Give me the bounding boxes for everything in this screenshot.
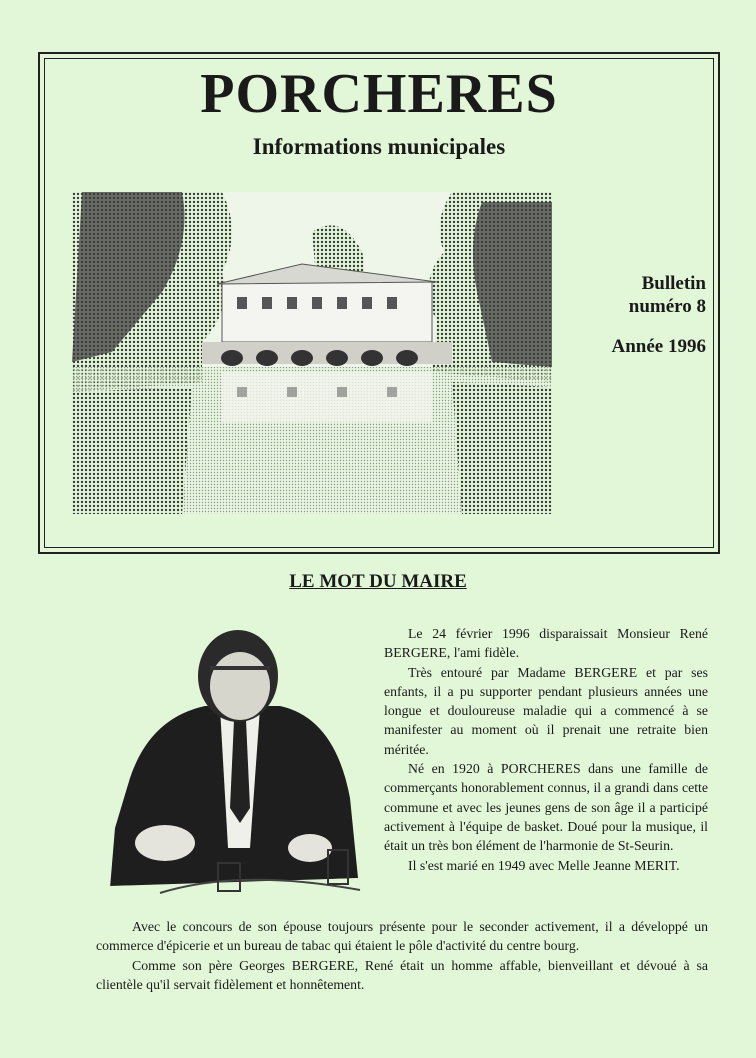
page-subtitle: Informations municipales xyxy=(252,134,506,159)
mayor-portrait xyxy=(110,628,362,912)
article-paragraph: Très entouré par Madame BERGERE et par ses enfants, il a pu supporter pendant plusieurs années une longue et douloureuse maladie qui a commencé à se manifester au moment où il prenait une retraite bien méritée. xyxy=(384,664,708,757)
page-title: PORCHERES xyxy=(200,63,558,125)
article-body-full xyxy=(96,917,708,994)
bulletin-number xyxy=(570,272,706,318)
article-paragraph: Le 24 février 1996 disparaissait Monsieur René BERGERE, l'ami fidèle. xyxy=(384,626,708,661)
bulletin-issue: numéro 8 xyxy=(628,296,706,317)
article-paragraph: Il s'est marié en 1949 avec Melle Jeanne MERIT. xyxy=(408,857,680,873)
article-paragraph: Comme son père Georges BERGERE, René était un homme affable, bienveillant et dévoué à sa clientèle qu'il servait fidèlement et honnêtement. xyxy=(96,957,708,992)
bulletin-label: Bulletin xyxy=(641,273,706,294)
article-paragraph: Avec le concours de son épouse toujours présente pour le seconder activement, il a développé un commerce d'épicerie et un bureau de tabac qui étaient le pôle d'activité du centre bourg. xyxy=(96,919,708,954)
issue-year: Année 1996 xyxy=(611,336,706,357)
river-mill-photo xyxy=(72,192,552,514)
article-paragraph: Né en 1920 à PORCHERES dans une famille de commerçants honorablement connus, il a grandi dans cette commune et avec les jeunes gens de son âge il a participé activement à l'équipe de basket. Doué pour la musique, il était un très bon élément de l'harmonie de St-Seurin. xyxy=(384,761,708,854)
cover-frame xyxy=(38,52,720,554)
article-heading: LE MOT DU MAIRE xyxy=(289,571,467,592)
article-column xyxy=(384,624,708,875)
